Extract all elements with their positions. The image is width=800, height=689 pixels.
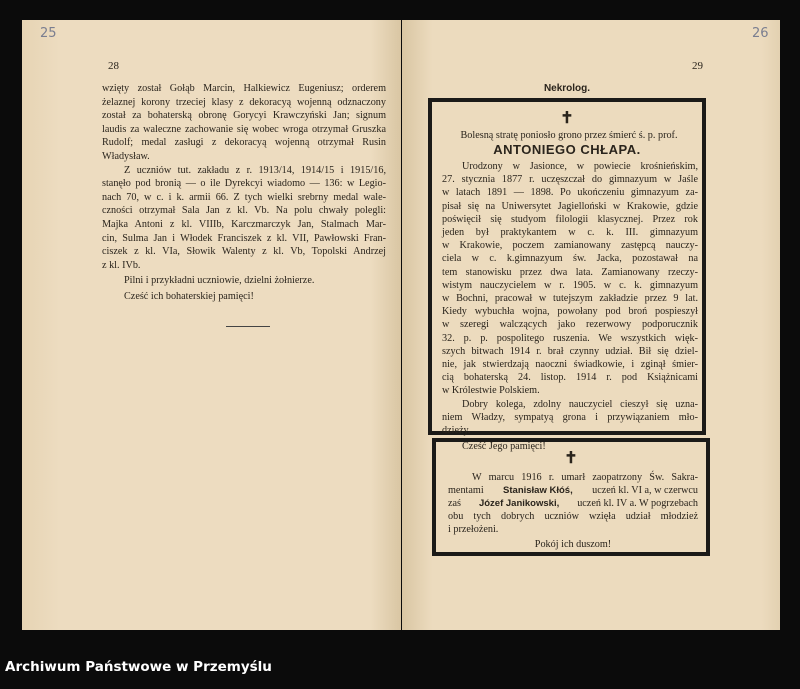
text-line: ciszek z kl. VIa, Słowik Walenty z kl. Vb, Topolski Andrzej (102, 246, 386, 258)
text-line: Z uczniów tut. zakładu z r. 1913/14, 1914/15 i 1915/16, (124, 164, 386, 176)
obituary-line (448, 497, 698, 510)
text-line: ciela w c. k.gimnazyum św. Jacka, pozostawał na (442, 253, 698, 265)
pencil-number: 26 (752, 26, 769, 41)
text-line: stanęło pod bronią — o ile Dyrekcyi wiadomo — 136: w Legio- (102, 178, 386, 190)
text-line: 27. stycznia 1877 r. uczęszczał do gimnazyum w Jaśle (442, 174, 698, 186)
obituary-box-2 (432, 438, 710, 556)
text-line: czności otrzymał Sala Jan z kl. Vb. Na polu chwały polegli: (102, 205, 386, 217)
text-line: tem stanowisku przez dwa lata. Zamianowany rzeczy- (442, 266, 698, 278)
text-line: nach 70, w c. i k. armii 66. Z tych wielki srebrny medal wale- (102, 191, 386, 203)
text: zaś (448, 498, 462, 509)
deceased-name: ANTONIEGO CHŁAPA. (493, 142, 641, 157)
section-heading: Nekrolog. (543, 83, 591, 94)
text-line: Urodzony w Jasionce, w powiecie krośnieńskim, (462, 161, 698, 172)
text-line: został za bohaterską obronę Gorycyi Krawczyński Jan; signum (102, 110, 386, 122)
page-number: 28 (108, 60, 119, 72)
student-name: Stanisław Kłóś, (503, 485, 573, 496)
text-line: wzięty został Gołąb Marcin, Halkiewicz Eugeniusz; orderem (102, 83, 386, 94)
obituary-line: i przełożeni. (448, 524, 499, 535)
text-line: z kl. IVb. (102, 259, 141, 271)
text-line: w latach 1891 — 1898. Po ukończeniu gimnazyum za- (442, 187, 698, 199)
text-line: Cześć Jego pamięci! (462, 441, 546, 453)
text-line: żelaznej korony trzeciej klasy z dekoracyą wojenną odznaczony (102, 96, 386, 108)
cross-icon: ✝ (560, 110, 574, 127)
text-line: w Królestwie Polskiem. (442, 385, 540, 397)
text: uczeń kl. IV a. W pogrzebach (577, 498, 698, 509)
cross-icon: ✝ (564, 450, 578, 467)
text-line: poświęcił się studyom filologii klasycznej. Przez rok (442, 213, 698, 225)
page-number: 29 (692, 60, 703, 72)
text-line: nie, jak stwierdzają naoczni świadkowie, i zginął śmier- (442, 359, 698, 370)
obituary-line (448, 484, 698, 497)
pencil-number: 25 (40, 26, 57, 41)
text-line: niem Władzy, sympatyą grona i przywiązaniem mło- (442, 411, 698, 423)
text: uczeń kl. VI a, w czerwcu (592, 485, 698, 496)
text-line: w Bochni, pracował w tutejszym zakładzie przez 9 lat. (442, 293, 698, 304)
text-line: Cześć ich bohaterskiej pamięci! (124, 291, 254, 302)
text-line: Dobry kolega, zdolny nauczyciel cieszył się uzna- (462, 398, 698, 410)
left-page (22, 20, 401, 630)
text-line: szych bitwach 1914 r. brał czynny udział. Bił się dziel- (442, 345, 698, 357)
divider (226, 326, 270, 327)
text-line: Pilni i przykładni uczniowie, dzielni żołnierze. (124, 275, 315, 287)
student-name: Józef Janikowski, (478, 498, 560, 509)
text-line: w Krakowie, poczem zamianowany zastępcą nauczy- (442, 240, 698, 252)
text-line: Władysław. (102, 151, 150, 162)
right-page (402, 20, 780, 630)
text-line: cią bohaterską 24. listop. 1914 r. pod Książnicami (442, 372, 698, 384)
text-line: cin, Sulma Jan i Włodek Franciszek z kl. VII, Pawłowski Fran- (102, 232, 386, 244)
text: mentami (448, 485, 484, 496)
text-line: laudis za waleczne zachowanie się wobec wroga otrzymał Gruszka (102, 123, 386, 135)
text-line: wistym nauczycielem w r. 1905. w c. k. gimnazyum (442, 279, 698, 291)
obituary-line: W marcu 1916 r. umarł zaopatrzony Św. Sakra- (472, 472, 698, 483)
text-line: 32. p. p. pospolitego ruszenia. We wszystkich więk- (442, 332, 698, 344)
obituary-line: obu tych dobrych uczniów wzięła udział młodzież (448, 511, 698, 522)
obituary-closing: Pokój ich duszom! (534, 539, 612, 550)
text-line: w szeregi walczących jako rezerwowy podporucznik (442, 319, 698, 331)
text-line: Kiedy wybuchła wojna, powołany pod broń pospieszył (442, 306, 698, 318)
text-line: pisał się na Uniwersytet Jagielloński w Krakowie, gdzie (442, 200, 698, 212)
text-line: Rudolf; medal zasługi z dekoracyą wojenną otrzymał Rusin (102, 137, 386, 149)
obituary-intro: Bolesną stratę poniosło grono przez śmierć ś. p. prof. (460, 130, 678, 141)
obituary-box-1 (428, 98, 706, 453)
text-line: dzieży. (442, 425, 471, 436)
archive-footer: Archiwum Państwowe w Przemyślu (5, 659, 272, 675)
text-line: jeden był praktykantem w c. k. III. gimnazyum (442, 227, 698, 238)
text-line: Majka Antoni z kl. VIIIb, Karczmarczyk Jan, Stalmach Mar- (102, 219, 386, 230)
